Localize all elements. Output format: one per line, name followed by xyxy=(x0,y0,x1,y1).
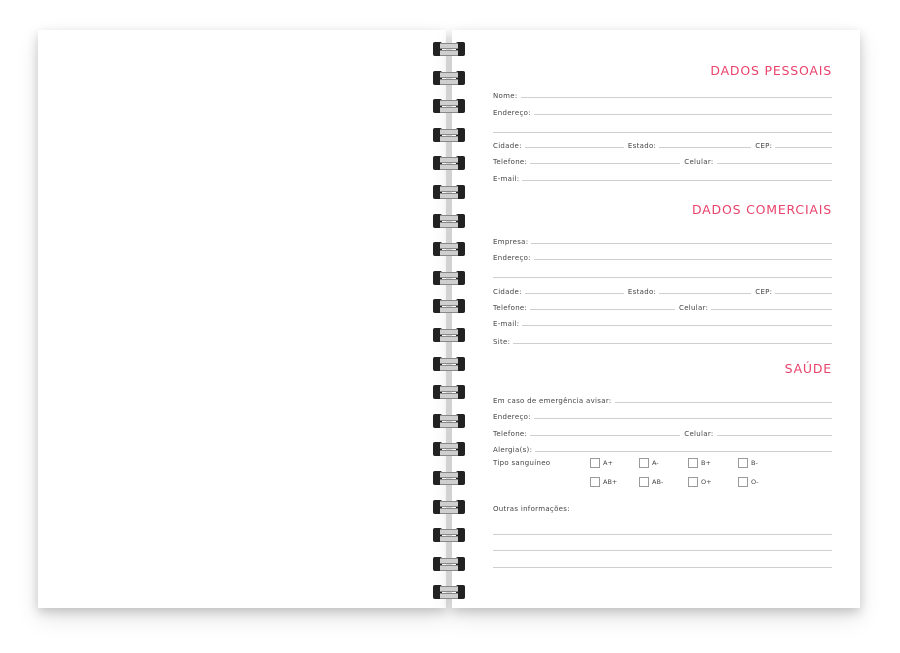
checkbox-a-neg[interactable] xyxy=(639,458,649,468)
spiral-ring xyxy=(432,384,466,400)
blood-type-b-neg-label: B- xyxy=(751,459,758,467)
checkbox-b-pos[interactable] xyxy=(688,458,698,468)
label-telefone-saude: Telefone: xyxy=(493,430,528,438)
label-email-comercial: E-mail: xyxy=(493,320,520,328)
checkbox-b-neg[interactable] xyxy=(738,458,748,468)
field-endereco[interactable] xyxy=(493,105,832,117)
label-cidade-comercial: Cidade: xyxy=(493,288,522,296)
spiral-ring xyxy=(432,298,466,314)
section-title-saude: SAÚDE xyxy=(784,361,832,376)
blood-type-a-pos-label: A+ xyxy=(603,459,613,467)
blood-type-a-neg-label: A- xyxy=(652,459,659,467)
field-empresa[interactable] xyxy=(493,234,832,246)
label-endereco-saude: Endereço: xyxy=(493,413,531,421)
spiral-binding xyxy=(432,38,468,608)
spiral-ring xyxy=(432,270,466,286)
blood-type-o-neg[interactable] xyxy=(738,477,759,487)
blood-type-ab-pos-label: AB+ xyxy=(603,478,618,486)
spiral-ring xyxy=(432,413,466,429)
spiral-ring xyxy=(432,184,466,200)
label-telefone-comercial: Telefone: xyxy=(493,304,528,312)
label-estado: Estado: xyxy=(627,142,657,150)
label-telefone: Telefone: xyxy=(493,158,528,166)
spiral-ring xyxy=(432,470,466,486)
blood-type-b-neg[interactable] xyxy=(738,458,758,468)
outras-line-2[interactable] xyxy=(493,550,832,551)
field-site[interactable] xyxy=(493,334,832,346)
section-title-dados-pessoais: DADOS PESSOAIS xyxy=(710,63,832,78)
label-cidade: Cidade: xyxy=(493,142,522,150)
right-page xyxy=(452,30,860,608)
label-outras-informacoes: Outras informações: xyxy=(493,505,570,513)
label-celular-comercial: Celular: xyxy=(679,304,709,312)
blood-type-ab-neg[interactable] xyxy=(639,477,663,487)
field-email-comercial[interactable] xyxy=(493,316,832,328)
spiral-ring xyxy=(432,241,466,257)
checkbox-o-neg[interactable] xyxy=(738,477,748,487)
spiral-ring xyxy=(432,41,466,57)
label-email: E-mail: xyxy=(493,175,520,183)
label-alergias: Alergia(s): xyxy=(493,446,533,454)
label-endereco-comercial: Endereço: xyxy=(493,254,531,262)
blood-type-b-pos[interactable] xyxy=(688,458,711,468)
spiral-ring xyxy=(432,499,466,515)
field-telefone-row[interactable] xyxy=(493,154,832,166)
spiral-ring xyxy=(432,213,466,229)
label-tipo-sanguineo: Tipo sanguíneo xyxy=(493,459,551,467)
blood-type-ab-neg-label: AB- xyxy=(652,478,664,486)
blood-type-ab-pos[interactable] xyxy=(590,477,617,487)
field-cidade-comercial-row[interactable] xyxy=(493,284,832,296)
blood-type-a-neg[interactable] xyxy=(639,458,659,468)
spiral-ring xyxy=(432,356,466,372)
label-cep: CEP: xyxy=(755,142,773,150)
spiral-ring xyxy=(432,556,466,572)
checkbox-ab-neg[interactable] xyxy=(639,477,649,487)
field-endereco-saude[interactable] xyxy=(493,409,832,421)
field-emergencia[interactable] xyxy=(493,393,832,405)
blood-type-o-pos-label: O+ xyxy=(701,478,712,486)
field-nome[interactable] xyxy=(493,88,832,100)
label-celular: Celular: xyxy=(684,158,714,166)
blood-type-b-pos-label: B+ xyxy=(701,459,711,467)
spiral-ring xyxy=(432,98,466,114)
blood-type-o-neg-label: O- xyxy=(751,478,759,486)
section-title-dados-comerciais: DADOS COMERCIAIS xyxy=(691,202,832,217)
outras-line-3[interactable] xyxy=(493,567,832,568)
checkbox-a-pos[interactable] xyxy=(590,458,600,468)
spiral-ring xyxy=(432,327,466,343)
field-cidade-row[interactable] xyxy=(493,138,832,150)
checkbox-o-pos[interactable] xyxy=(688,477,698,487)
spiral-ring xyxy=(432,70,466,86)
blood-type-o-pos[interactable] xyxy=(688,477,712,487)
field-endereco-comercial-continuation[interactable] xyxy=(493,277,832,278)
label-estado-comercial: Estado: xyxy=(627,288,657,296)
field-telefone-saude-row[interactable] xyxy=(493,426,832,438)
spiral-ring xyxy=(432,127,466,143)
field-telefone-comercial-row[interactable] xyxy=(493,300,832,312)
label-emergencia: Em caso de emergência avisar: xyxy=(493,397,612,405)
outras-line-1[interactable] xyxy=(493,534,832,535)
field-endereco-comercial[interactable] xyxy=(493,250,832,262)
label-celular-saude: Celular: xyxy=(684,430,714,438)
label-nome: Nome: xyxy=(493,92,518,100)
label-endereco: Endereço: xyxy=(493,109,531,117)
label-empresa: Empresa: xyxy=(493,238,529,246)
field-endereco-continuation[interactable] xyxy=(493,132,832,133)
label-site: Site: xyxy=(493,338,511,346)
spiral-ring xyxy=(432,584,466,600)
blood-type-a-pos[interactable] xyxy=(590,458,613,468)
field-email[interactable] xyxy=(493,171,832,183)
left-page xyxy=(38,30,446,608)
field-alergias[interactable] xyxy=(493,442,832,454)
spiral-ring xyxy=(432,441,466,457)
label-cep-comercial: CEP: xyxy=(755,288,773,296)
checkbox-ab-pos[interactable] xyxy=(590,477,600,487)
spiral-ring xyxy=(432,155,466,171)
spiral-ring xyxy=(432,527,466,543)
